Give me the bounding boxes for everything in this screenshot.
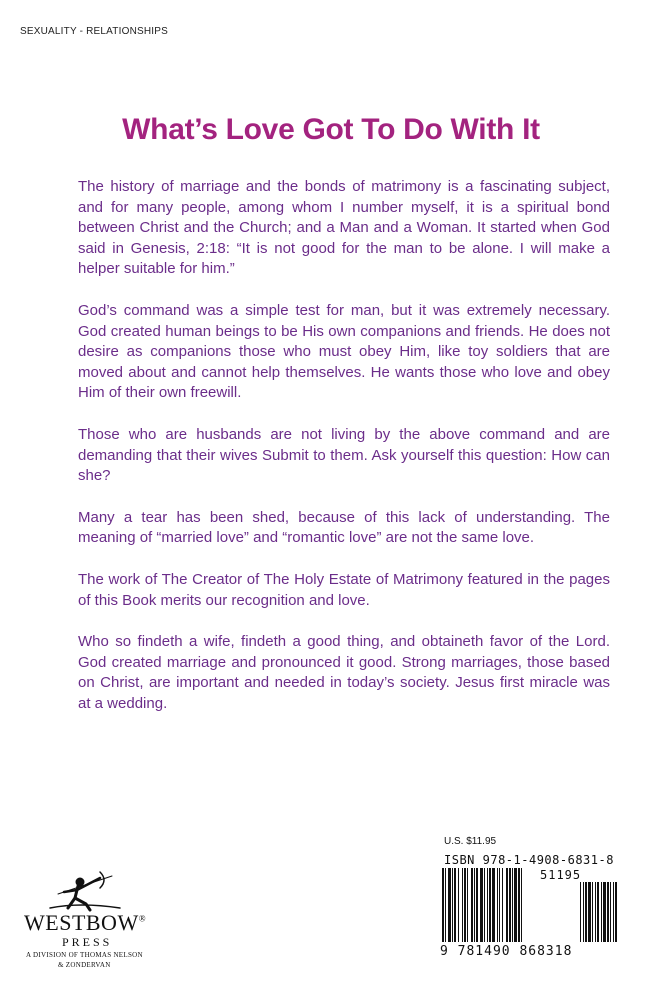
paragraph-4: Many a tear has been shed, because of this lack of understanding. The meaning of “married love” and “romantic love” are not the same love.	[78, 508, 610, 547]
book-title: What’s Love Got To Do With It	[122, 113, 540, 146]
paragraph-2: God’s command was a simple test for man, but it was extremely necessary. God created human beings to be His own companions and friends. He does not desire as companions those who must obey Him, like toy soldiers that are moved about and cannot help themselves. He wants those who love and obey Him of their own freewill.	[78, 301, 610, 402]
category-label: SEXUALITY - RELATIONSHIPS	[20, 26, 169, 37]
price-label: U.S. $11.95	[444, 836, 497, 847]
publisher-division-2: & ZONDERVAN	[58, 961, 111, 969]
paragraph-1: The history of marriage and the bonds of matrimony is a fascinating subject, and for many people, among whom I number myself, it is a spiritual bond between Christ and the Church; and a Man and a Woman. It started when God said in Genesis, 2:18: “It is not good for the man to be alone. I will make a helper suitable for him.”	[78, 178, 610, 278]
publisher-name: WESTBOW®	[24, 910, 147, 935]
barcode-main-digits: 9 781490 868318	[440, 944, 573, 959]
barcode-icon	[440, 868, 640, 946]
blurb-text	[78, 177, 610, 735]
publisher-press: PRESS	[62, 935, 113, 949]
paragraph-6: Who so findeth a wife, findeth a good thing, and obtaineth favor of the Lord. God created marriage and pronounced it good. Strong marriages, those based on Christ, are important and needed in today’s society. Jesus first miracle was at a wedding.	[78, 633, 610, 712]
barcode-addon-digits: 51195	[540, 868, 582, 882]
isbn-label: ISBN 978-1-4908-6831-8	[444, 853, 614, 867]
paragraph-3: Those who are husbands are not living by the above command and are demanding that their wives Submit to them. Ask yourself this question: How can she?	[78, 425, 610, 485]
publisher-division-1: A DIVISION OF THOMAS NELSON	[26, 951, 143, 959]
paragraph-5: The work of The Creator of The Holy Estate of Matrimony featured in the pages of this Book merits our recognition and love.	[78, 570, 610, 609]
